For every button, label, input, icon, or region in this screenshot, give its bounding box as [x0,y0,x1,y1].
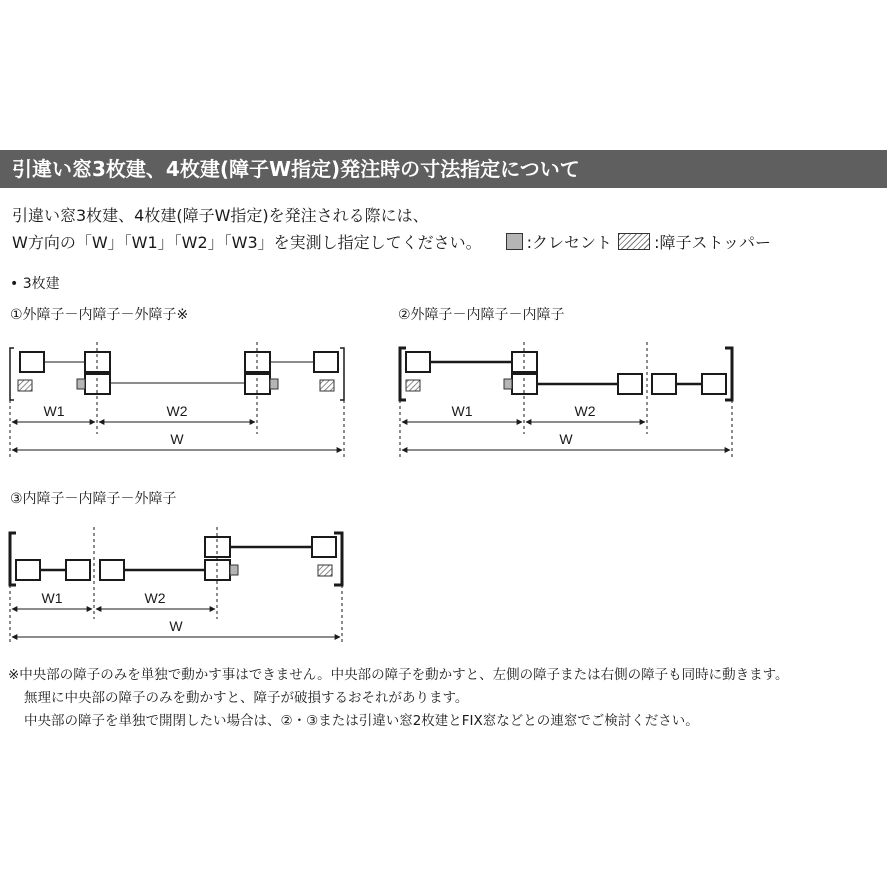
sash-box [652,374,676,394]
sash-box [66,560,90,580]
section-label: • 3枚建 [10,276,60,292]
dim-w-label: W [559,431,573,447]
stopper-icon [318,565,332,576]
sash-box [618,374,642,394]
diagram-1-label: ①外障子－内障子－外障子※ [10,307,189,323]
dim-w-label: W [169,618,183,634]
sash-box [406,352,430,372]
diagram-2 [0,330,887,480]
intro-line-2 [12,229,882,256]
intro-line-2-text: W方向の「W」「W1」「W2」「W3」を実測し指定してください。 [12,233,482,252]
diagram-3 [0,515,887,665]
diagram-2-label: ②外障子－内障子－内障子 [398,307,565,323]
legend-stopper-label: :障子ストッパー [654,233,771,252]
dim-w2-label: W2 [574,403,596,419]
sash-box [16,560,40,580]
intro-text [12,202,882,256]
crescent-icon [230,565,238,575]
footnote [8,664,886,733]
stopper-swatch-icon [618,233,650,250]
intro-line-1: 引違い窓3枚建、4枚建(障子W指定)を発注される際には、 [12,206,429,225]
footnote-line-3: 中央部の障子を単独で開閉したい場合は、②・③または引違い窓2枚建とFIX窓などとの連窓でご検討ください。 [24,713,699,729]
dim-w2-label: W2 [166,403,188,419]
footnote-line-2: 無理に中央部の障子のみを動かすと、障子が破損するおそれがあります。 [24,690,469,706]
sash-box [702,374,726,394]
dim-w1-label: W1 [43,403,65,419]
crescent-swatch-icon [506,233,523,250]
page-title: 引違い窓3枚建、4枚建(障子W指定)発注時の寸法指定について [0,150,887,188]
stopper-icon [406,380,420,391]
crescent-icon [504,379,512,389]
dim-w1-label: W1 [41,590,63,606]
legend-crescent-label: :クレセント [526,233,613,252]
sash-box [100,560,124,580]
dim-w-label: W [170,431,184,447]
dim-w2-label: W2 [144,590,166,606]
dim-w1-label: W1 [451,403,473,419]
footnote-line-1: ※中央部の障子のみを単独で動かす事はできません。中央部の障子を動かすと、左側の障子または右側の障子も同時に動きます。 [8,667,789,683]
sash-box [312,537,336,557]
legend [500,229,771,256]
legend-crescent [506,229,612,256]
diagram-3-label: ③内障子－内障子－外障子 [10,491,177,507]
legend-stopper [618,229,771,256]
